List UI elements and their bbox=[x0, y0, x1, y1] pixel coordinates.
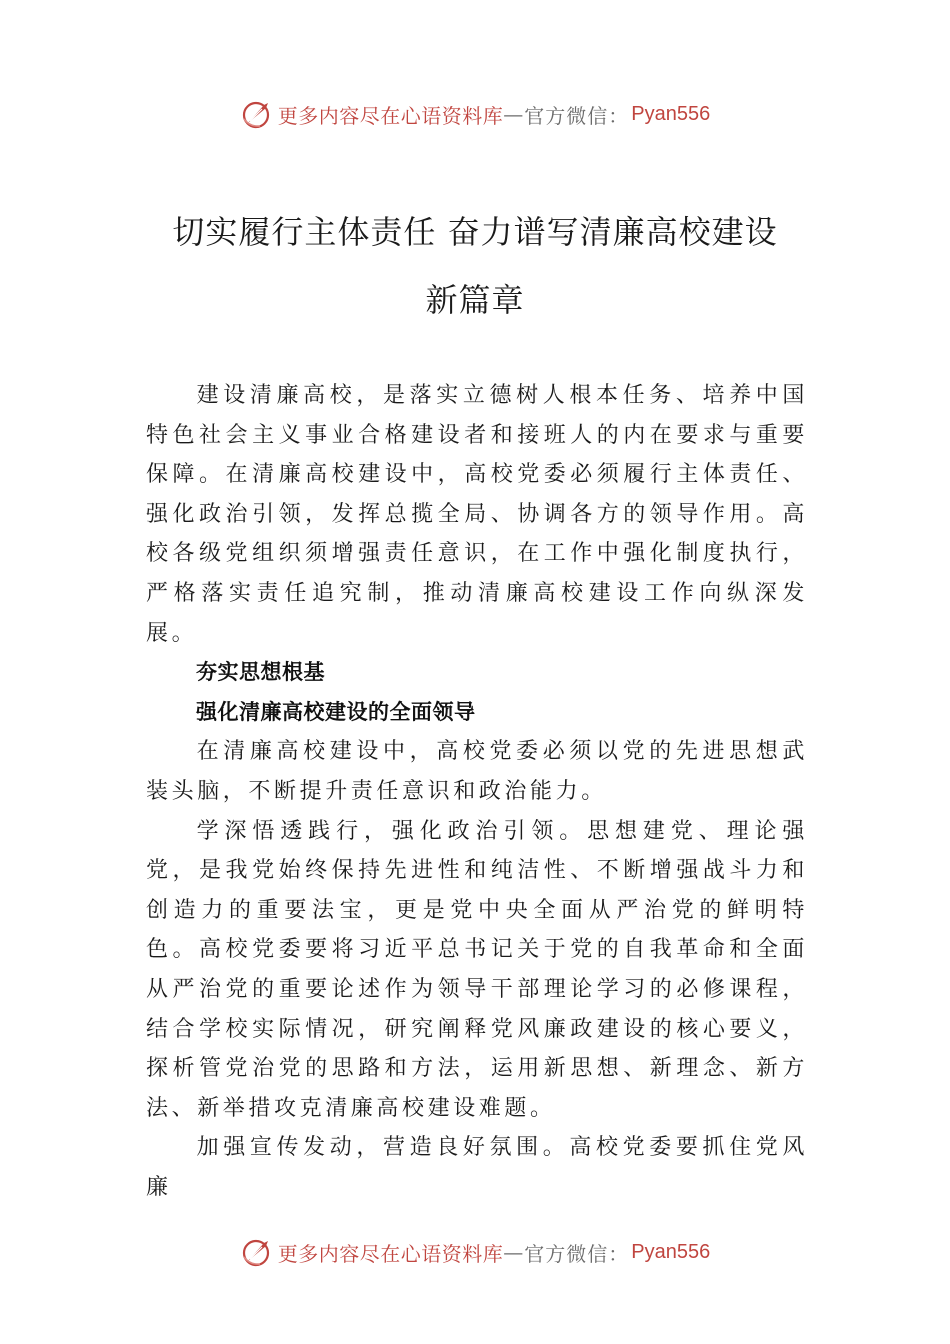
document-title bbox=[140, 198, 810, 334]
body-paragraph: 学深悟透践行，强化政治引领。思想建党、理论强党，是我党始终保持先进性和纯洁性、不断增强战斗力和创造力的重要法宝，更是党中央全面从严治党的鲜明特色。高校党委要将习近平总书记关于党的自我革命和全面从严治党的重要论述作为领导干部理论学习的必修课程，结合学校实际情况，研究阐释党风廉政建设的核心要义，探析管党治党的思路和方法，运用新思想、新理念、新方法、新举措攻克清廉高校建设难题。 bbox=[146, 818, 808, 1121]
watermark-official-label: 官方微信： bbox=[524, 1241, 630, 1266]
body-paragraph-intro: 建设清廉高校，是落实立德树人根本任务、培养中国特色社会主义事业合格建设者和接班人的内在要求与重要保障。在清廉高校建设中，高校党委必须履行主体责任、强化政治引领，发挥总揽全局、协调各方的领导作用。高校各级党组织须增强责任意识，在工作中强化制度执行，严格落实责任追究制，推动清廉高校建设工作向纵深发展。 bbox=[146, 383, 808, 646]
watermark-separator: — bbox=[503, 1240, 525, 1264]
watermark-wechat-id: Pyan556 bbox=[631, 102, 711, 125]
quill-pen-logo-icon bbox=[240, 1235, 274, 1269]
watermark-wechat-id: Pyan556 bbox=[631, 1240, 711, 1263]
document-title-line-1: 切实履行主体责任 奋力谱写清廉高校建设 bbox=[172, 213, 778, 251]
document-title-line-2: 新篇章 bbox=[425, 281, 525, 319]
watermark-brand-text: 更多内容尽在心语资料库 bbox=[277, 1241, 504, 1266]
watermark-official-label: 官方微信： bbox=[524, 103, 630, 128]
quill-pen-logo-icon bbox=[240, 97, 274, 131]
watermark-separator: — bbox=[503, 102, 525, 126]
section-heading-2: 强化清廉高校建设的全面领导 bbox=[196, 699, 476, 724]
watermark-brand-text: 更多内容尽在心语资料库 bbox=[277, 103, 504, 128]
watermark-banner-top bbox=[0, 94, 950, 134]
section-heading-1: 夯实思想根基 bbox=[196, 660, 325, 685]
body-paragraph: 加强宣传发动，营造良好氛围。高校党委要抓住党风廉 bbox=[146, 1135, 808, 1200]
watermark-banner-bottom bbox=[0, 1232, 950, 1272]
body-paragraph: 在清廉高校建设中，高校党委必须以党的先进思想武装头脑，不断提升责任意识和政治能力。 bbox=[146, 739, 808, 804]
document-body bbox=[146, 376, 808, 1207]
